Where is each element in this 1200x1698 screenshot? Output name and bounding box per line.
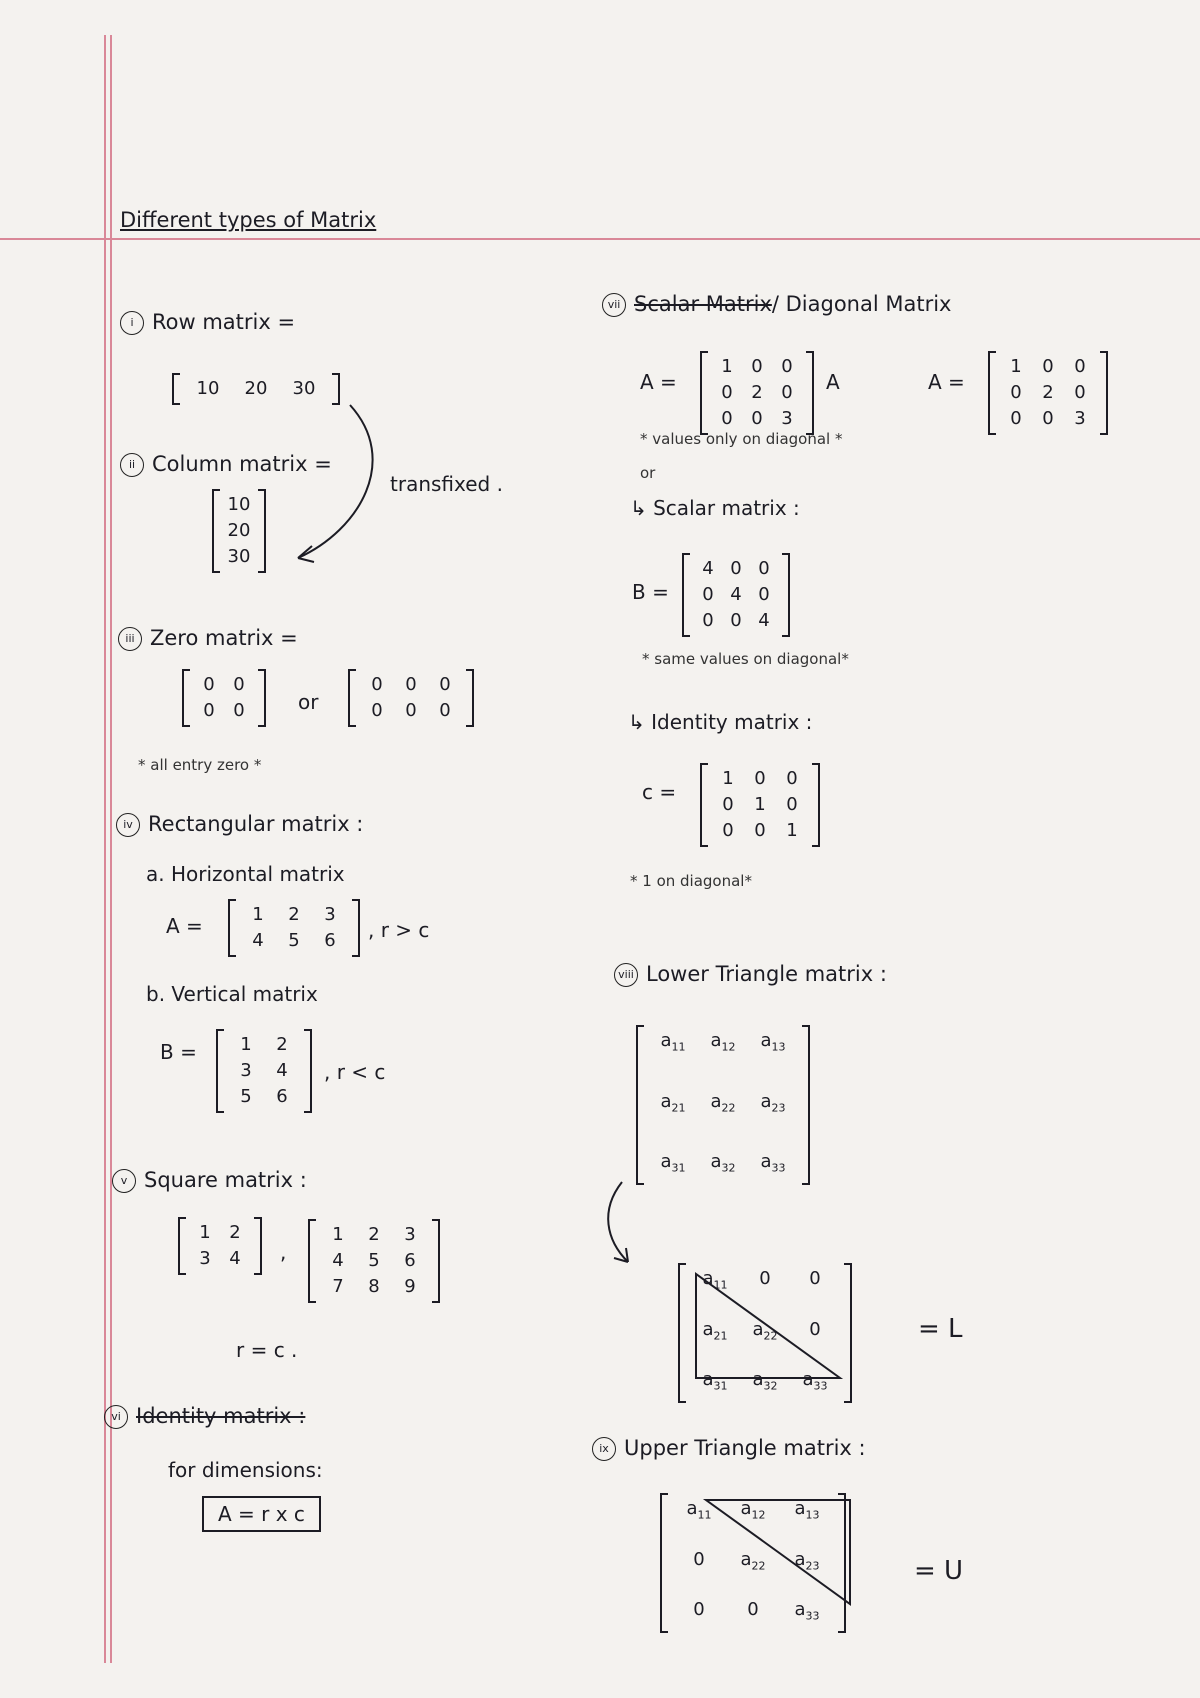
matrix-cell: 30 <box>292 378 316 399</box>
matrix-cell: 0 <box>721 408 733 429</box>
matrix-cell: 4 <box>730 584 742 605</box>
matrix-cell: $a_{33}$ <box>760 1151 786 1175</box>
matrix-cell: $a_{32}$ <box>710 1151 736 1175</box>
diag-lhs-suffix: A <box>826 370 840 394</box>
section-number: iv <box>116 813 140 837</box>
matrix-cell: 0 <box>809 1268 821 1289</box>
matrix-cell: 20 <box>227 520 251 541</box>
matrix-cell: 8 <box>368 1276 380 1297</box>
matrix-cell: 4 <box>252 930 264 951</box>
matrix-cell: 0 <box>758 584 770 605</box>
matrix-cell: 10 <box>196 378 220 399</box>
matrix-cell: 3 <box>781 408 793 429</box>
matrix-cell: 20 <box>244 378 268 399</box>
comma-separator: , <box>280 1240 287 1264</box>
matrix-cell: 0 <box>786 768 798 789</box>
matrix-cell: 0 <box>439 674 451 695</box>
matrix-cell: $a_{33}$ <box>794 1599 820 1623</box>
matrix-cell: 0 <box>693 1599 705 1621</box>
heading-text: Rectangular matrix : <box>148 812 364 836</box>
matrix-cell: 0 <box>758 558 770 579</box>
heading-text: Identity matrix : <box>136 1404 306 1428</box>
matrix-cell: 3 <box>404 1224 416 1245</box>
matrix-cell: $a_{21}$ <box>702 1318 728 1343</box>
matrix-cell: $a_{12}$ <box>710 1030 736 1054</box>
rectangular-heading <box>116 812 363 837</box>
lower-triangle-outline <box>690 1268 850 1384</box>
scalar-matrix <box>682 554 790 636</box>
matrix-cell: 5 <box>288 930 300 951</box>
section-number: v <box>112 1169 136 1193</box>
matrix-cell: 0 <box>693 1548 705 1570</box>
matrix-cell: $a_{13}$ <box>794 1498 820 1522</box>
zero-note: * all entry zero * <box>138 756 262 774</box>
section-number: iii <box>118 627 142 651</box>
scalar-note: * same values on diagonal* <box>642 650 849 668</box>
matrix-cell: 0 <box>1010 382 1022 403</box>
matrix-cell: 5 <box>240 1086 252 1107</box>
matrix-cell: 0 <box>405 674 417 695</box>
matrix-label-a: A = <box>166 914 203 938</box>
scalar-heading: ↳ Scalar matrix : <box>630 496 800 520</box>
lower-triangle-heading <box>614 962 887 987</box>
matrix-cell: 0 <box>203 674 215 695</box>
section-number: vii <box>602 293 626 317</box>
matrix-cell: 4 <box>276 1060 288 1081</box>
or-text: or <box>640 464 656 482</box>
square-matrix-3x3 <box>308 1220 440 1302</box>
matrix-cell: 0 <box>781 382 793 403</box>
heading-text: Column matrix = <box>152 452 332 476</box>
matrix-cell: 0 <box>754 820 766 841</box>
top-rule <box>0 238 1200 240</box>
matrix-cell: 0 <box>730 558 742 579</box>
section-number: i <box>120 311 144 335</box>
or-text: or <box>298 690 319 714</box>
matrix-cell: 0 <box>233 674 245 695</box>
diag-rhs-label: A = <box>928 370 965 394</box>
matrix-cell: $a_{13}$ <box>760 1030 786 1054</box>
upper-triangle-heading <box>592 1436 866 1461</box>
matrix-cell: 1 <box>786 820 798 841</box>
matrix-cell: 0 <box>751 408 763 429</box>
matrix-cell: $a_{23}$ <box>760 1090 786 1115</box>
identity-note: * 1 on diagonal* <box>630 872 752 890</box>
diag-lhs-label: A = <box>640 370 677 394</box>
matrix-cell: 3 <box>240 1060 252 1081</box>
matrix-cell: 0 <box>371 674 383 695</box>
matrix-cell: 1 <box>722 768 734 789</box>
vertical-condition: , r < c <box>324 1060 386 1084</box>
matrix-cell: $a_{31}$ <box>702 1369 728 1393</box>
matrix-cell: $a_{33}$ <box>802 1369 828 1393</box>
zero-matrix-2x2 <box>182 670 266 726</box>
heading-text: Row matrix = <box>152 310 296 334</box>
section-number: ix <box>592 1437 616 1461</box>
section-number: vi <box>104 1405 128 1429</box>
matrix-cell: 0 <box>722 820 734 841</box>
transposed-note: transfixed . <box>390 472 503 496</box>
heading-text: Zero matrix = <box>150 626 298 650</box>
diag-lhs-matrix <box>700 352 814 434</box>
matrix-cell: 2 <box>229 1222 241 1243</box>
matrix-cell: 0 <box>730 610 742 631</box>
square-heading <box>112 1168 307 1193</box>
matrix-cell: $a_{11}$ <box>686 1498 712 1522</box>
matrix-cell: 0 <box>371 700 383 721</box>
identity-label: c = <box>642 780 677 804</box>
identity-struck-heading <box>104 1404 305 1429</box>
matrix-cell: 1 <box>1010 356 1022 377</box>
matrix-cell: 0 <box>1042 408 1054 429</box>
matrix-cell: $a_{32}$ <box>752 1369 778 1393</box>
matrix-cell: $a_{12}$ <box>740 1498 766 1522</box>
diagonal-heading <box>602 292 951 317</box>
matrix-cell: 30 <box>227 546 251 567</box>
matrix-cell: 3 <box>324 904 336 925</box>
matrix-cell: 0 <box>781 356 793 377</box>
matrix-cell: 0 <box>439 700 451 721</box>
matrix-cell: 1 <box>240 1034 252 1055</box>
matrix-cell: $a_{11}$ <box>660 1030 686 1054</box>
matrix-cell: 0 <box>203 700 215 721</box>
diagonal-note: * values only on diagonal * <box>640 430 843 448</box>
dimensions-label: for dimensions: <box>168 1458 323 1482</box>
matrix-cell: $a_{31}$ <box>660 1151 686 1175</box>
heading-text: Square matrix : <box>144 1168 307 1192</box>
heading-text: Lower Triangle matrix : <box>646 962 887 986</box>
section-number: ii <box>120 453 144 477</box>
identity-heading: ↳ Identity matrix : <box>628 710 813 734</box>
heading-text: / Diagonal Matrix <box>771 292 952 316</box>
row-matrix-heading <box>120 310 295 335</box>
horizontal-heading: a. Horizontal matrix <box>146 862 345 886</box>
matrix-cell: 0 <box>721 382 733 403</box>
matrix-cell: $a_{22}$ <box>752 1318 778 1343</box>
matrix-cell: 9 <box>404 1276 416 1297</box>
matrix-cell: 4 <box>332 1250 344 1271</box>
matrix-cell: 0 <box>747 1599 759 1621</box>
zero-matrix-2x3 <box>348 670 474 726</box>
scalar-label: B = <box>632 580 669 604</box>
square-condition: r = c . <box>236 1338 298 1362</box>
matrix-cell: 0 <box>751 356 763 377</box>
horizontal-matrix <box>228 900 360 956</box>
matrix-cell: 1 <box>721 356 733 377</box>
matrix-cell: 4 <box>758 610 770 631</box>
matrix-cell: 10 <box>227 494 251 515</box>
matrix-cell: 0 <box>759 1268 771 1289</box>
matrix-cell: 1 <box>332 1224 344 1245</box>
matrix-cell: 0 <box>702 584 714 605</box>
matrix-cell: 3 <box>1074 408 1086 429</box>
lower-general-matrix <box>636 1026 810 1184</box>
lower-result-label: = L <box>918 1314 963 1344</box>
matrix-cell: 0 <box>1074 382 1086 403</box>
curved-arrow <box>600 1180 650 1270</box>
identity-matrix <box>700 764 820 846</box>
matrix-cell: 6 <box>276 1086 288 1107</box>
page-title: Different types of Matrix <box>120 208 377 232</box>
matrix-cell: $a_{22}$ <box>710 1090 736 1115</box>
heading-text: Upper Triangle matrix : <box>624 1436 866 1460</box>
matrix-cell: 4 <box>702 558 714 579</box>
matrix-cell: 3 <box>199 1248 211 1269</box>
square-matrix-2x2 <box>178 1218 262 1274</box>
matrix-cell: 2 <box>368 1224 380 1245</box>
matrix-cell: 1 <box>754 794 766 815</box>
matrix-cell: 0 <box>1074 356 1086 377</box>
matrix-cell: $a_{23}$ <box>794 1548 820 1573</box>
matrix-cell: 0 <box>233 700 245 721</box>
matrix-cell: 0 <box>1042 356 1054 377</box>
column-matrix <box>212 490 266 572</box>
matrix-cell: 0 <box>786 794 798 815</box>
matrix-cell: 0 <box>1010 408 1022 429</box>
matrix-cell: 2 <box>276 1034 288 1055</box>
diag-rhs-matrix <box>988 352 1108 434</box>
matrix-cell: 2 <box>751 382 763 403</box>
zero-matrix-heading <box>118 626 298 651</box>
matrix-cell: $a_{22}$ <box>740 1548 766 1573</box>
vertical-heading: b. Vertical matrix <box>146 982 318 1006</box>
horizontal-condition: , r > c <box>368 918 430 942</box>
matrix-cell: 5 <box>368 1250 380 1271</box>
matrix-cell: 0 <box>754 768 766 789</box>
matrix-cell: 6 <box>324 930 336 951</box>
matrix-cell: 4 <box>229 1248 241 1269</box>
matrix-cell: 6 <box>404 1250 416 1271</box>
matrix-cell: 2 <box>1042 382 1054 403</box>
matrix-cell: 7 <box>332 1276 344 1297</box>
upper-triangle-outline <box>700 1494 860 1610</box>
matrix-cell: 0 <box>702 610 714 631</box>
matrix-cell: 1 <box>199 1222 211 1243</box>
section-number: viii <box>614 963 638 987</box>
dimension-formula: A = r x c <box>202 1496 321 1532</box>
matrix-cell: $a_{11}$ <box>702 1268 728 1292</box>
matrix-cell: 0 <box>809 1318 821 1340</box>
matrix-cell: 2 <box>288 904 300 925</box>
struck-text: Scalar Matrix <box>634 292 772 316</box>
matrix-cell: 0 <box>405 700 417 721</box>
matrix-cell: 0 <box>722 794 734 815</box>
vertical-matrix <box>216 1030 312 1112</box>
matrix-cell: $a_{21}$ <box>660 1090 686 1115</box>
upper-result-label: = U <box>914 1556 964 1586</box>
matrix-cell: 1 <box>252 904 264 925</box>
transpose-arrow <box>290 400 390 570</box>
matrix-label-b: B = <box>160 1040 197 1064</box>
